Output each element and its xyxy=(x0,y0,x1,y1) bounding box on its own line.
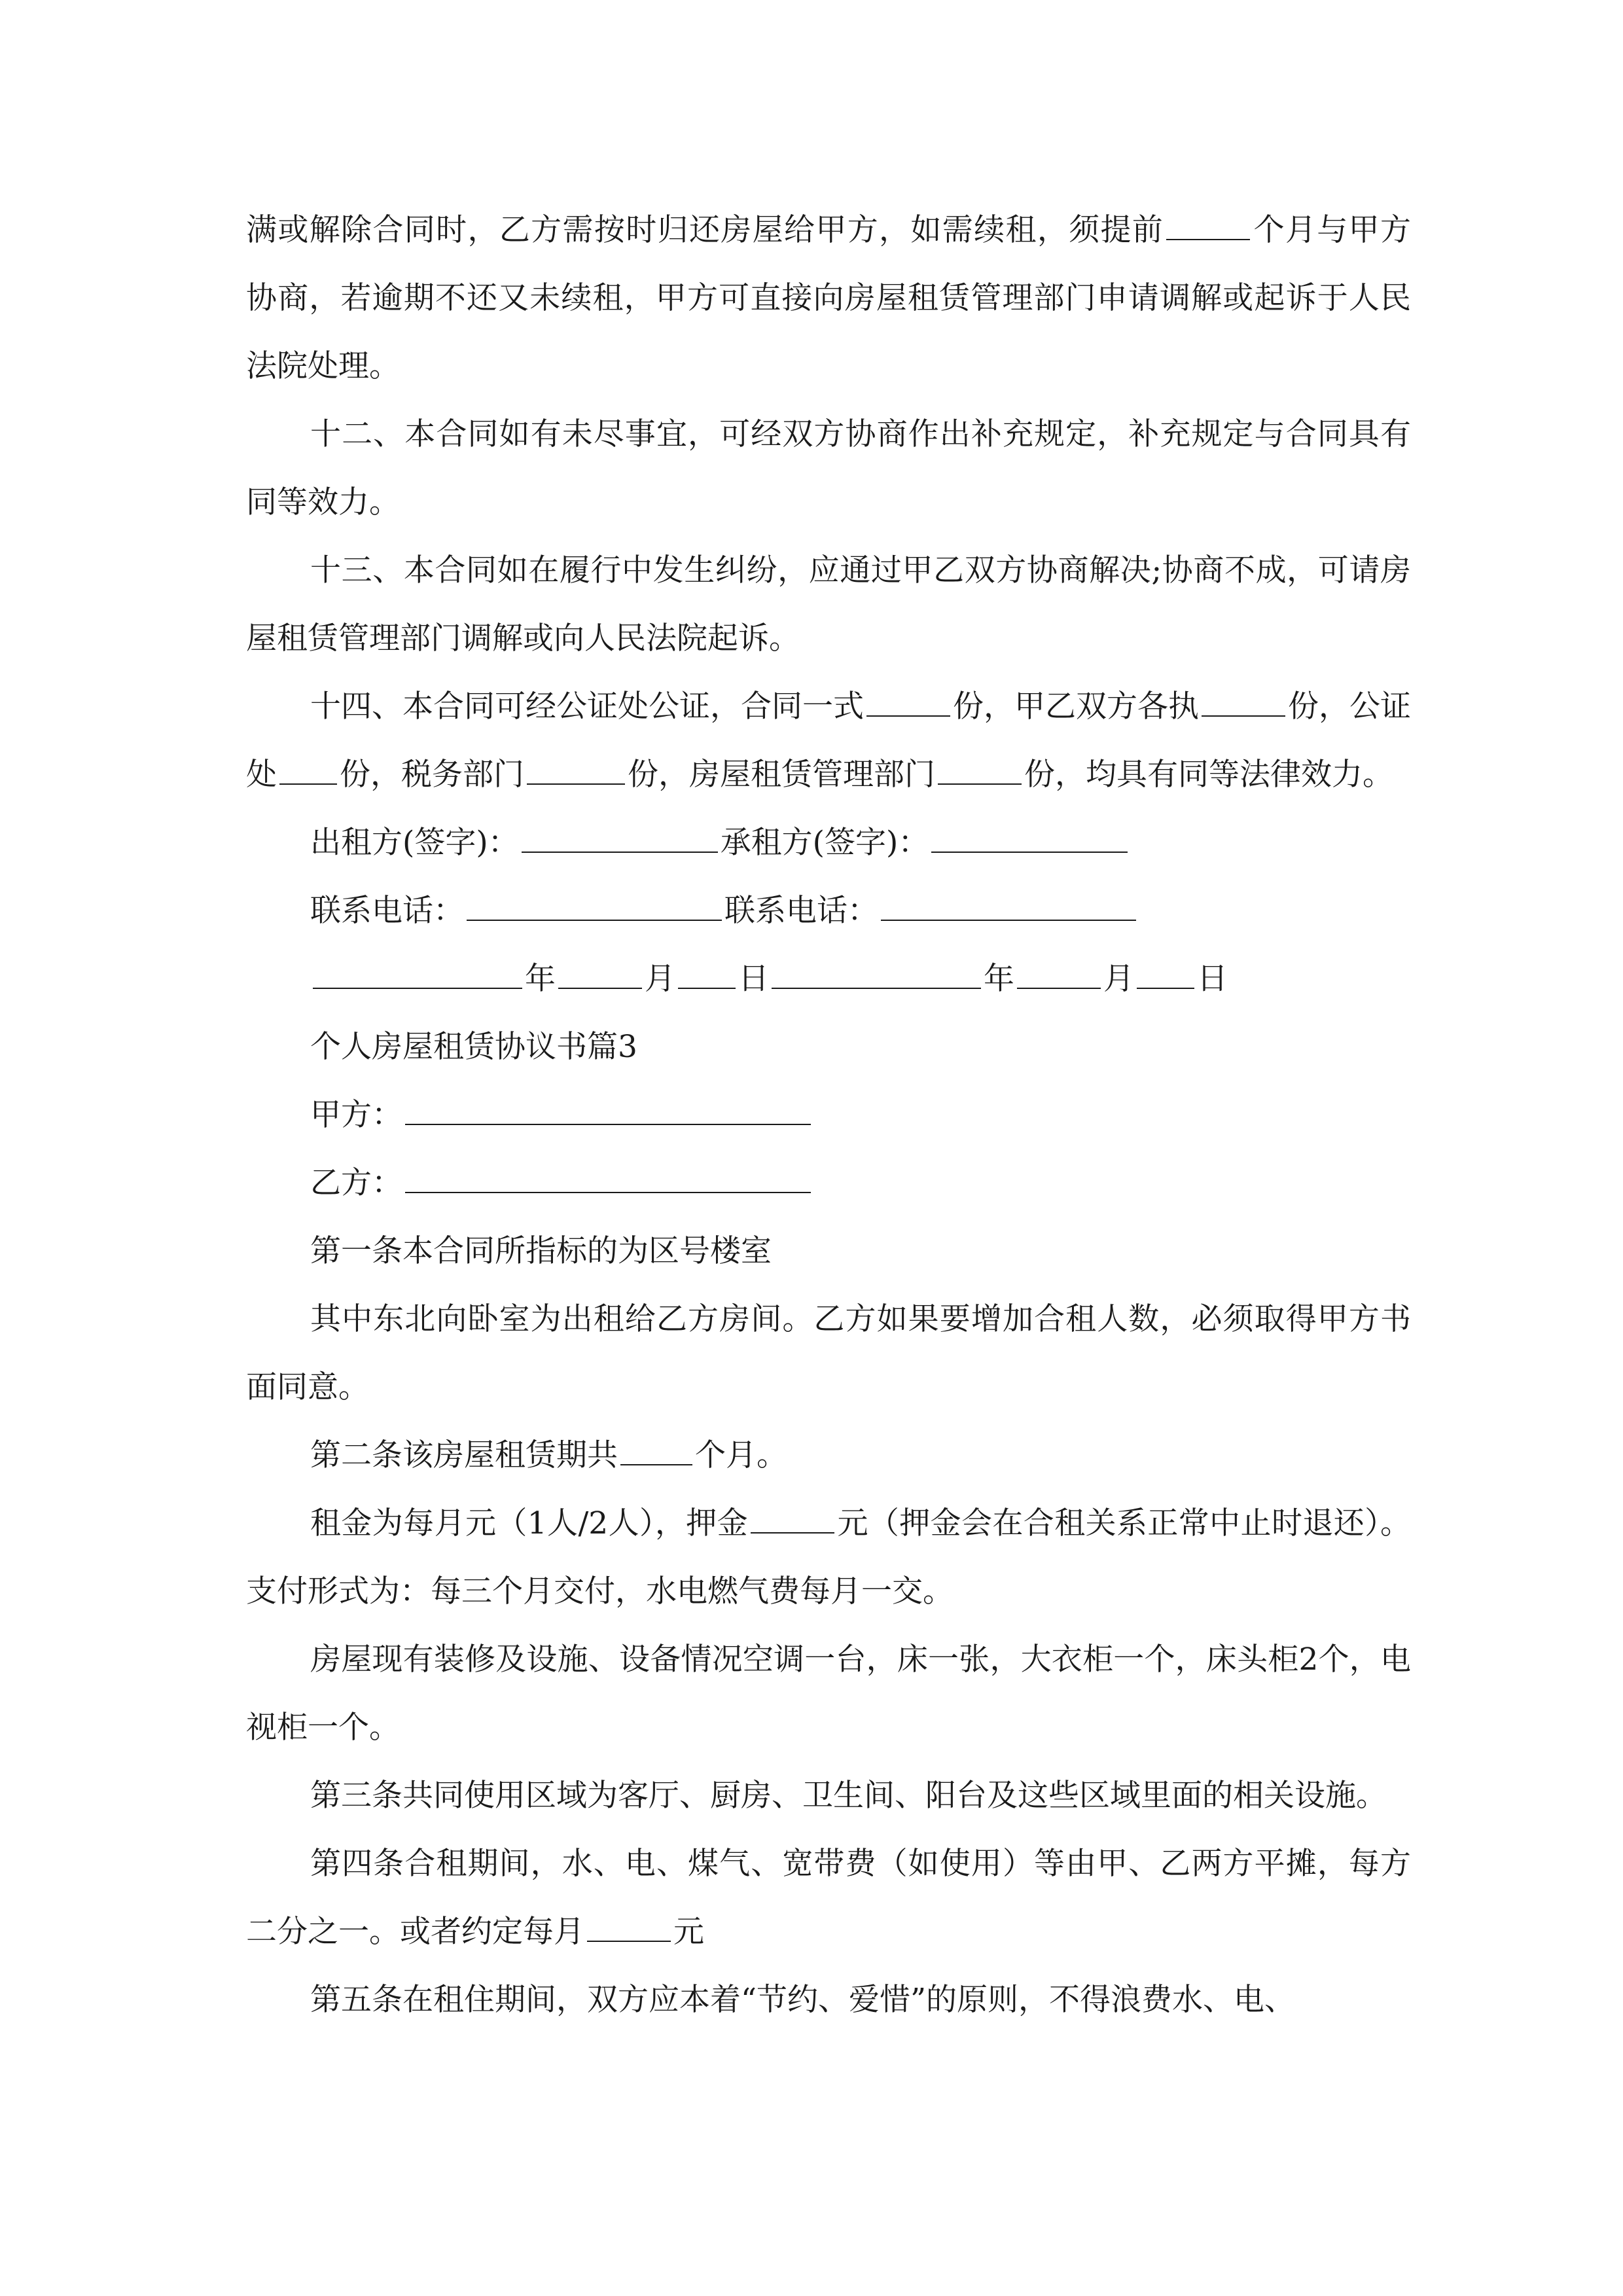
party-a-line xyxy=(246,1081,1411,1149)
party-b-label: 乙方： xyxy=(310,1165,402,1201)
paragraph-article-13: 十三、本合同如在履行中发生纠纷，应通过甲乙双方协商解决;协商不成，可请房屋租赁管理部门调解或向人民法院起诉。 xyxy=(246,552,1411,656)
lessee-phone-label: 联系电话： xyxy=(724,893,878,929)
contract-text xyxy=(246,196,1411,2034)
lessee-phone-blank xyxy=(881,890,1136,921)
phone-line xyxy=(246,877,1411,945)
blank-field xyxy=(587,1911,671,1942)
text-span: 份，税务部门 xyxy=(340,757,524,793)
blank-field xyxy=(527,754,625,785)
lessor-phone-blank xyxy=(467,890,722,921)
blank-field xyxy=(751,1503,834,1534)
year-label: 年 xyxy=(525,961,556,997)
paragraph-article-5: 第五条在租住期间，双方应本着“节约、爱惜”的原则，不得浪费水、电、 xyxy=(310,1982,1296,2018)
paragraph-room: 其中东北向卧室为出租给乙方房间。乙方如果要增加合租人数，必须取得甲方书面同意。 xyxy=(246,1301,1411,1405)
year-blank xyxy=(313,958,522,989)
text-span: 元 xyxy=(673,1914,704,1950)
text-span: 元（押金会在合租关系正常中止时退还）。支付形式为：每三个月交付，水电燃气费每月一交。 xyxy=(246,1505,1412,1609)
blank-field xyxy=(279,754,337,785)
text-span: 租金为每月元（1人/2人），押金 xyxy=(310,1505,749,1541)
day-label: 日 xyxy=(1197,961,1228,997)
paragraph-article-4 xyxy=(246,1830,1411,1966)
year-blank xyxy=(772,958,981,989)
paragraph-article-12: 十二、本合同如有未尽事宜，可经双方协商作出补充规定，补充规定与合同具有同等效力。 xyxy=(246,416,1411,520)
paragraph-facilities: 房屋现有装修及设施、设备情况空调一台，床一张，大衣柜一个，床头柜2个，电视柜一个。 xyxy=(246,1641,1411,1746)
date-line xyxy=(246,945,1411,1013)
day-blank xyxy=(1137,958,1194,989)
month-label: 月 xyxy=(645,961,675,997)
blank-field xyxy=(938,754,1022,785)
section-title: 个人房屋租赁协议书篇3 xyxy=(310,1029,637,1065)
party-b-blank xyxy=(405,1162,811,1193)
month-blank xyxy=(1017,958,1101,989)
signature-line xyxy=(246,809,1411,877)
text-span: 十四、本合同可经公证处公证，合同一式 xyxy=(310,689,864,725)
text-span: 个月与甲方协商，若逾期不还又未续租，甲方可直接向房屋租赁管理部门申请调解或起诉于人民法院处理。 xyxy=(246,212,1411,384)
text-span: 份，公证处 xyxy=(246,689,1411,793)
text-span: 份，甲乙双方各执 xyxy=(953,689,1199,725)
paragraph-article-2 xyxy=(246,1422,1411,1490)
lessor-signature-label: 出租方(签字)： xyxy=(310,825,519,861)
day-label: 日 xyxy=(738,961,769,997)
text-span: 第二条该房屋租赁期共 xyxy=(310,1437,618,1473)
text-span: 第四条合租期间，水、电、煤气、宽带费（如使用）等由甲、乙两方平摊，每方二分之一。或者约定每月 xyxy=(246,1846,1411,1950)
lessor-signature-blank xyxy=(522,822,718,853)
paragraph-article-1: 第一条本合同所指标的为区号楼室 xyxy=(310,1233,772,1269)
text-span: 份，均具有同等法律效力。 xyxy=(1024,757,1393,793)
day-blank xyxy=(678,958,736,989)
lessor-phone-label: 联系电话： xyxy=(310,893,464,929)
party-a-label: 甲方： xyxy=(310,1097,402,1133)
blank-field xyxy=(1166,209,1250,240)
paragraph-termination xyxy=(246,196,1411,401)
blank-field xyxy=(620,1435,692,1465)
party-a-blank xyxy=(405,1094,811,1125)
paragraph-rent xyxy=(246,1490,1411,1626)
text-span: 满或解除合同时，乙方需按时归还房屋给甲方，如需续租，须提前 xyxy=(246,212,1164,248)
lessee-signature-label: 承租方(签字)： xyxy=(720,825,929,861)
lessee-signature-blank xyxy=(931,822,1128,853)
month-blank xyxy=(558,958,642,989)
blank-field xyxy=(1202,686,1285,717)
text-span: 个月。 xyxy=(695,1437,787,1473)
year-label: 年 xyxy=(984,961,1014,997)
text-span: 份，房屋租赁管理部门 xyxy=(628,757,935,793)
paragraph-article-3: 第三条共同使用区域为客厅、厨房、卫生间、阳台及这些区域里面的相关设施。 xyxy=(310,1778,1387,1814)
paragraph-article-14 xyxy=(246,673,1411,809)
month-label: 月 xyxy=(1103,961,1134,997)
blank-field xyxy=(866,686,950,717)
party-b-line xyxy=(246,1149,1411,1217)
